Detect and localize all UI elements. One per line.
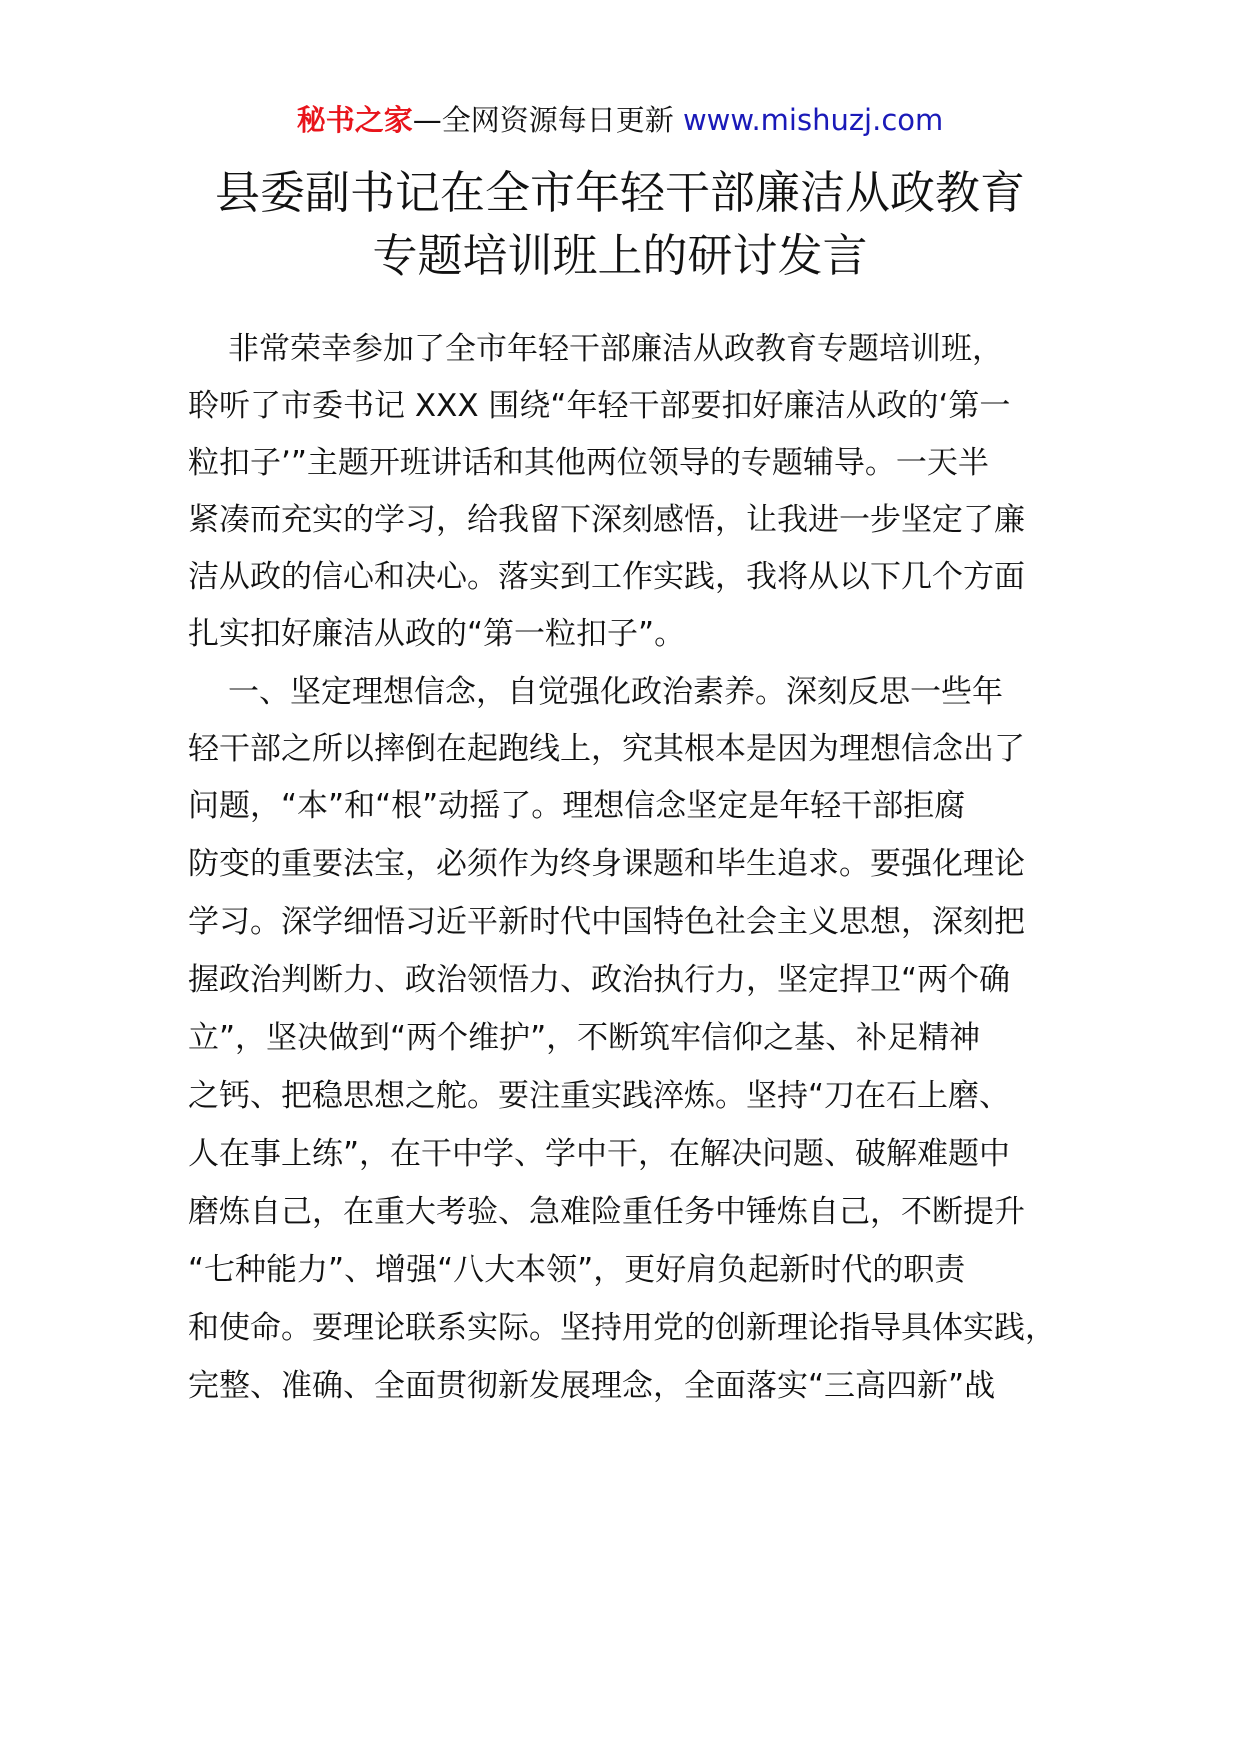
body-line: 问题，“本”和“根”动摇了。理想信念坚定是年轻干部拒腐 <box>188 788 966 824</box>
body-line: 握政治判断力、政治领悟力、政治执行力，坚定捍卫“两个确 <box>188 962 1011 998</box>
body-line: 之钙、把稳思想之舵。要注重实践淬炼。坚持“刀在石上磨、 <box>188 1078 1011 1114</box>
body-line: 轻干部之所以摔倒在起跑线上，究其根本是因为理想信念出了 <box>188 731 1025 767</box>
body-line: 紧凑而充实的学习，给我留下深刻感悟，让我进一步坚定了廉 <box>188 502 1025 538</box>
site-url-link[interactable]: www.mishuzj.com <box>682 103 944 137</box>
body-line: “七种能力”、增强“八大本领”，更好肩负起新时代的职责 <box>188 1252 966 1288</box>
body-line: 完整、准确、全面贯彻新发展理念，全面落实“三高四新”战 <box>188 1368 996 1404</box>
document-title-line-2: 专题培训班上的研讨发言 <box>372 229 868 282</box>
brand-name: 秘书之家 <box>296 103 413 137</box>
body-line: 立”，坚决做到“两个维护”，不断筑牢信仰之基、补足精神 <box>188 1020 981 1056</box>
body-line: 和使命。要理论联系实际。坚持用党的创新理论指导具体实践， <box>188 1310 1056 1346</box>
document-title-line-1: 县委副书记在全市年轻干部廉洁从政教育 <box>214 166 1025 219</box>
body-line: 学习。深学细悟习近平新时代中国特色社会主义思想，深刻把 <box>188 904 1025 940</box>
site-header <box>0 100 1240 140</box>
body-line: 人在事上练”，在干中学、学中干，在解决问题、破解难题中 <box>188 1136 1011 1172</box>
body-line: 一、坚定理想信念，自觉强化政治素养。深刻反思一些年 <box>228 674 1003 710</box>
body-line: 粒扣子’”主题开班讲话和其他两位领导的专题辅导。一天半 <box>188 445 989 481</box>
body-line: 洁从政的信心和决心。落实到工作实践，我将从以下几个方面 <box>188 559 1025 595</box>
body-line: 扎实扣好廉洁从政的“第一粒扣子”。 <box>188 616 686 652</box>
header-tagline: —全网资源每日更新 <box>412 103 683 137</box>
body-line: 磨炼自己，在重大考验、急难险重任务中锤炼自己，不断提升 <box>188 1194 1025 1230</box>
body-line: 防变的重要法宝，必须作为终身课题和毕生追求。要强化理论 <box>188 846 1025 882</box>
body-line: 聆听了市委书记 XXX 围绕“年轻干部要扣好廉洁从政的‘第一 <box>188 388 1011 424</box>
body-line: 非常荣幸参加了全市年轻干部廉洁从政教育专题培训班， <box>228 331 1003 367</box>
